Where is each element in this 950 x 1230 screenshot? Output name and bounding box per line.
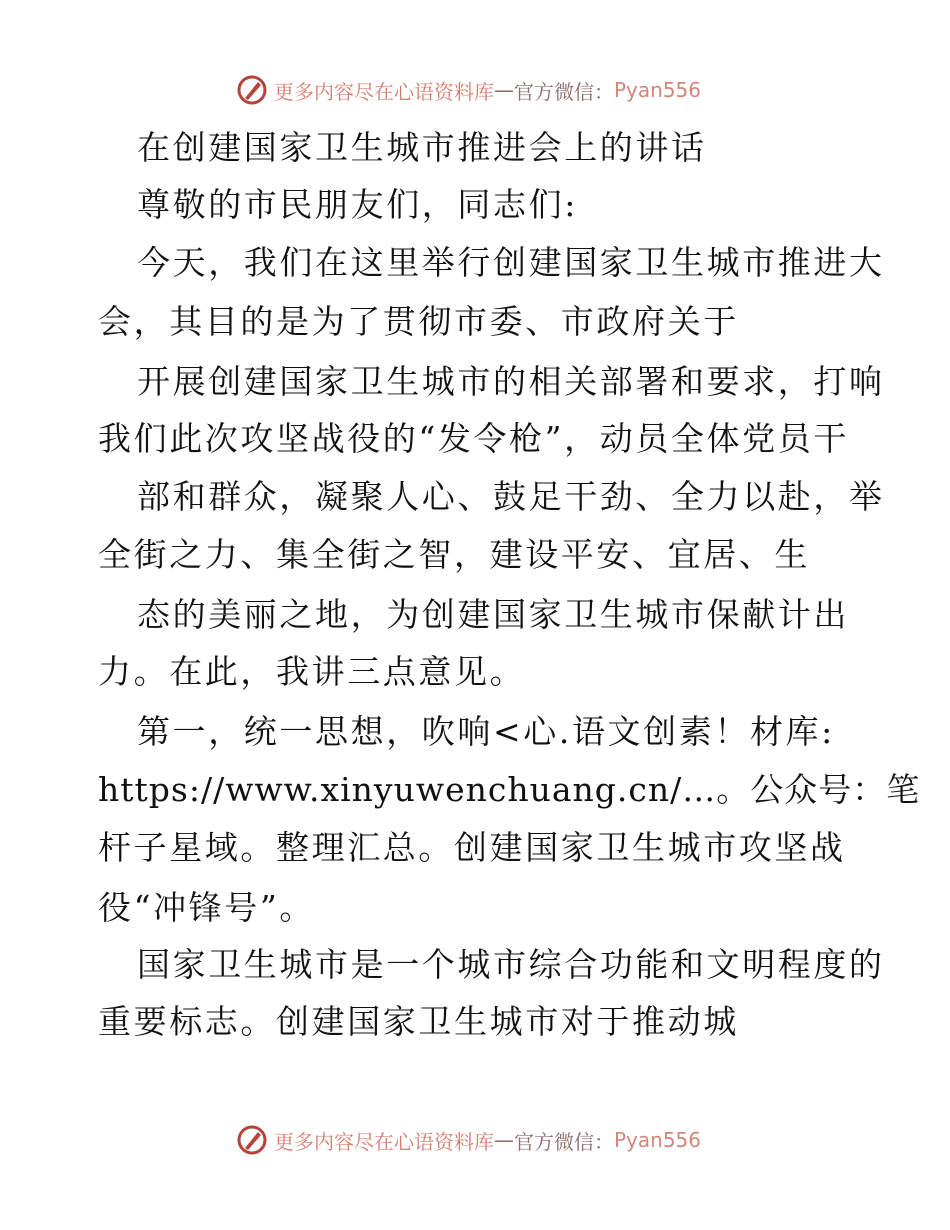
document-title: 在创建国家卫生城市推进会上的讲话 xyxy=(137,128,707,167)
text-line: 役“冲锋号”。 xyxy=(98,888,315,927)
text-line: 力。在此，我讲三点意见。 xyxy=(98,652,526,691)
text-line: 会，其目的是为了贯彻市委、市政府关于 xyxy=(98,302,739,341)
wechat-label: 官方微信： xyxy=(514,1129,614,1154)
pen-logo-icon xyxy=(236,1124,268,1156)
watermark-header xyxy=(236,72,701,108)
text-line: 第一，统一思想，吹响<心.语文创素！材库: xyxy=(137,712,835,751)
text-line: 部和群众，凝聚人心、鼓足干劲、全力以赴，举 xyxy=(137,477,885,516)
wechat-id: Pyan556 xyxy=(614,1128,702,1152)
text-line: 态的美丽之地，为创建国家卫生城市保献计出 xyxy=(137,595,849,634)
pen-logo-icon xyxy=(236,74,268,106)
text-line: 开展创建国家卫生城市的相关部署和要求，打响 xyxy=(137,362,885,401)
text-line: 杆子星域。整理汇总。创建国家卫生城市攻坚战 xyxy=(98,828,846,867)
text-line: 全街之力、集全街之智，建设平安、宜居、生 xyxy=(98,535,810,574)
watermark-footer xyxy=(236,1122,701,1158)
wechat-label: 官方微信： xyxy=(514,79,614,104)
text-line: 重要标志。创建国家卫生城市对于推动城 xyxy=(98,1002,739,1041)
dash: — xyxy=(494,78,514,102)
text-line: 国家卫生城市是一个城市综合功能和文明程度的 xyxy=(137,945,885,984)
site-name: 更多内容尽在心语资料库 xyxy=(274,1129,494,1154)
salutation: 尊敬的市民朋友们，同志们: xyxy=(137,185,578,224)
text-line-url: https://www.xinyuwenchuang.cn/…。公众号：笔 xyxy=(98,770,921,809)
dash: — xyxy=(494,1128,514,1152)
site-name: 更多内容尽在心语资料库 xyxy=(274,79,494,104)
text-line: 我们此次攻坚战役的“发令枪”，动员全体党员干 xyxy=(98,419,849,458)
wechat-id: Pyan556 xyxy=(614,78,702,102)
text-line: 今天，我们在这里举行创建国家卫生城市推进大 xyxy=(137,243,885,282)
